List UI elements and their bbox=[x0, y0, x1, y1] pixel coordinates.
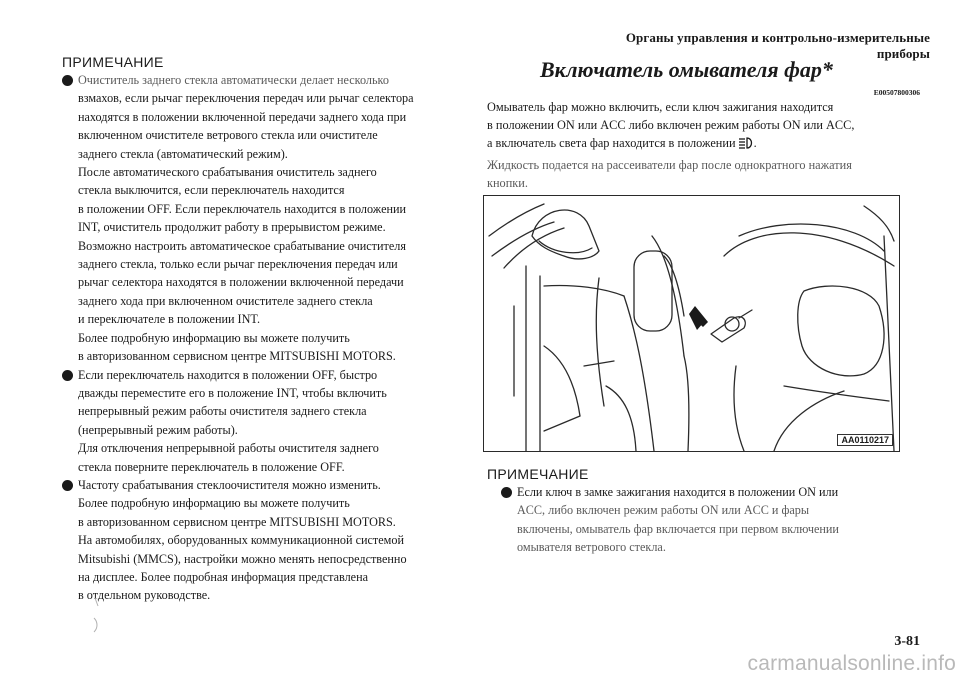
text-line: взмахов, если рычаг переключения передач или рычаг селектора bbox=[78, 91, 414, 106]
text-line: Если ключ в замке зажигания находится в положении ON или bbox=[517, 485, 839, 499]
text-line: рычаг селектора находятся в положении включенной передачи bbox=[78, 275, 404, 290]
note-heading: ПРИМЕЧАНИЕ bbox=[62, 54, 164, 70]
section-paragraph-2 bbox=[487, 156, 927, 192]
watermark: carmanualsonline.info bbox=[747, 652, 956, 675]
note-heading: ПРИМЕЧАНИЕ bbox=[487, 466, 589, 482]
left-note bbox=[62, 54, 472, 605]
text-line: кнопки. bbox=[487, 176, 528, 190]
page-header-title: Органы управления и контрольно-измерительные приборы bbox=[625, 30, 930, 61]
text-line: заднего стекла (автоматический режим). bbox=[78, 146, 288, 161]
bullet-dot-icon bbox=[62, 75, 73, 86]
bullet-dot-icon bbox=[62, 480, 73, 491]
text-line: заднего хода при включенном очистителе заднего стекла bbox=[78, 293, 373, 308]
text-line: После автоматического срабатывания очиститель заднего bbox=[78, 165, 377, 180]
text-line: стекла выключится, если переключатель находится bbox=[78, 183, 345, 198]
text-line: стекла поверните переключатель в положение OFF. bbox=[78, 459, 345, 474]
text-line: и переключателе в положении INT. bbox=[78, 312, 261, 327]
period: . bbox=[753, 136, 757, 150]
page-number: 3-81 bbox=[894, 634, 920, 649]
text-line: Частоту срабатывания стеклоочистителя можно изменить. bbox=[78, 477, 381, 492]
text-line-segment: а включатель света фар находится в положении bbox=[487, 136, 736, 150]
headlight-switch-icon bbox=[739, 137, 754, 149]
text-line: омывателя ветрового стекла. bbox=[517, 540, 666, 555]
text-line: в положении ON или ACC либо включен режим работы ON или ACC, bbox=[487, 118, 855, 132]
text-line: (непрерывный режим работы). bbox=[78, 422, 238, 437]
note-bullet-1 bbox=[62, 71, 472, 366]
text-line: находятся в положении включенной передачи заднего хода при bbox=[78, 109, 407, 124]
headlamp-washer-illustration bbox=[483, 195, 900, 452]
text-line: заднего стекла, только если рычаг переключения передач или bbox=[78, 257, 398, 272]
note-bullet-3 bbox=[62, 476, 472, 605]
text-line: в авторизованном сервисном центре MITSUBISHI MOTORS. bbox=[78, 349, 396, 364]
text-line: включены, омыватель фар включается при первом включении bbox=[517, 521, 839, 536]
text-line: включенном очистителе ветрового стекла или очистителе bbox=[78, 128, 378, 143]
section-paragraph-1 bbox=[487, 98, 927, 152]
text-line: в авторизованном сервисном центре MITSUBISHI MOTORS. bbox=[78, 514, 396, 529]
margin-mark bbox=[92, 596, 102, 636]
text-line: Омыватель фар можно включить, если ключ зажигания находится bbox=[487, 100, 834, 114]
bullet-dot-icon bbox=[62, 370, 73, 381]
note-bullet-2 bbox=[62, 366, 472, 476]
text-line: Возможно настроить автоматическое срабатывание очистителя bbox=[78, 238, 406, 253]
text-line: Более подробную информацию вы можете получить bbox=[78, 496, 350, 511]
text-line: Если переключатель находится в положении OFF, быстро bbox=[78, 367, 378, 382]
section-code: E00507800306 bbox=[873, 88, 920, 97]
text-line: Для отключения непрерывной работы очистителя заднего bbox=[78, 441, 379, 456]
figure-label: AA0110217 bbox=[837, 434, 893, 446]
text-line: Жидкость подается на рассеиватели фар после однократного нажатия bbox=[487, 158, 852, 172]
text-line: дважды переместите его в положение INT, чтобы включить bbox=[78, 385, 387, 400]
text-line: непрерывный режим работы очистителя заднего стекла bbox=[78, 404, 367, 419]
text-line: Более подробную информацию вы можете получить bbox=[78, 330, 350, 345]
text-line: На автомобилях, оборудованных коммуникационной системой bbox=[78, 533, 404, 548]
text-line: INT, очиститель продолжит работу в прерывистом режиме. bbox=[78, 220, 386, 235]
text-line: на дисплее. Более подробная информация представлена bbox=[78, 569, 368, 584]
right-note-bullet bbox=[501, 483, 917, 557]
right-note bbox=[487, 466, 917, 557]
text-line bbox=[487, 134, 927, 152]
text-line: в отдельном руководстве. bbox=[78, 588, 211, 603]
text-line: ACC, либо включен режим работы ON или ACC и фары bbox=[517, 503, 810, 518]
bullet-dot-icon bbox=[501, 487, 512, 498]
text-line: Mitsubishi (MMCS), настройки можно менять непосредственно bbox=[78, 551, 407, 566]
text-line: Очиститель заднего стекла автоматически делает несколько bbox=[78, 73, 389, 87]
section-title: Включатель омывателя фар* bbox=[540, 57, 833, 82]
text-line: в положении OFF. Если переключатель находится в положении bbox=[78, 201, 407, 216]
dashboard-drawing bbox=[484, 196, 899, 451]
